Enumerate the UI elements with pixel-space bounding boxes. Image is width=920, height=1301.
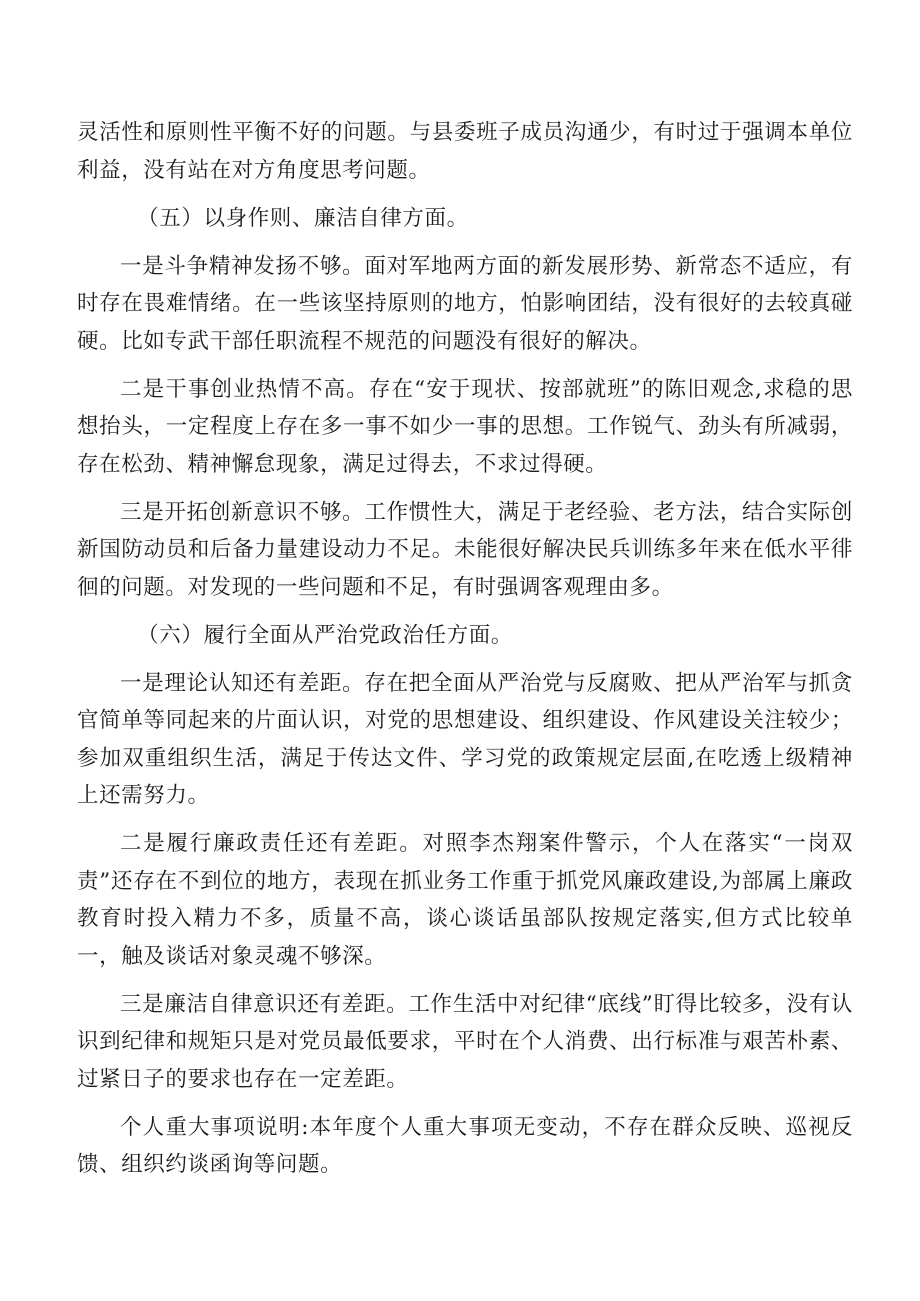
paragraph-continuation: 灵活性和原则性平衡不好的问题。与县委班子成员沟通少，有时过于强调本单位利益，没有站在对方角度思考问题。 (77, 120, 853, 183)
paragraph-self-discipline: 三是廉洁自律意识还有差距。工作生活中对纪律“底线”盯得比较多，没有认识到纪律和规矩只是对党员最低要求，平时在个人消费、出行标准与艰苦朴素、过紧日子的要求也存在一定差距。 (77, 991, 853, 1092)
section-heading-six: （六）履行全面从严治党政治任方面。 (137, 622, 513, 648)
paragraph-theory-cognition: 一是理论认知还有差距。存在把全面从严治党与反腐败、把从严治军与抓贪官简单等同起来的片面认识，对党的思想建设、组织建设、作风建设关注较少；参加双重组织生活，满足于传达文件、学习党的政策规定层面,在吃透上级精神上还需努力。 (77, 670, 853, 808)
paragraph-work-enthusiasm: 二是干事创业热情不高。存在“安于现状、按部就班”的陈旧观念,求稳的思想抬头，一定程度上存在多一事不如少一事的思想。工作锐气、劲头有所减弱，存在松劲、精神懈怠现象，满足过得去，不求过得硬。 (77, 376, 853, 477)
paragraph-integrity-responsibility: 二是履行廉政责任还有差距。对照李杰翔案件警示，个人在落实“一岗双责”还存在不到位的地方，表现在抓业务工作重于抓党风廉政建设,为部属上廉政教育时投入精力不多，质量不高，谈心谈话虽部队按规定落实,但方式比较单一，触及谈话对象灵魂不够深。 (77, 831, 853, 969)
paragraph-personal-matters: 个人重大事项说明:本年度个人重大事项无变动，不存在群众反映、巡视反馈、组织约谈函询等问题。 (77, 1114, 853, 1177)
paragraph-struggle-spirit: 一是斗争精神发扬不够。面对军地两方面的新发展形势、新常态不适应，有时存在畏难情绪。在一些该坚持原则的地方，怕影响团结，没有很好的去较真碰硬。比如专武干部任职流程不规范的问题没有很好的解决。 (77, 253, 853, 354)
section-heading-five: （五）以身作则、廉洁自律方面。 (137, 205, 469, 231)
document-body (77, 114, 853, 1194)
paragraph-innovation: 三是开拓创新意识不够。工作惯性大，满足于老经验、老方法，结合实际创新国防动员和后备力量建设动力不足。未能很好解决民兵训练多年来在低水平徘徊的问题。对发现的一些问题和不足，有时强调客观理由多。 (77, 499, 853, 600)
